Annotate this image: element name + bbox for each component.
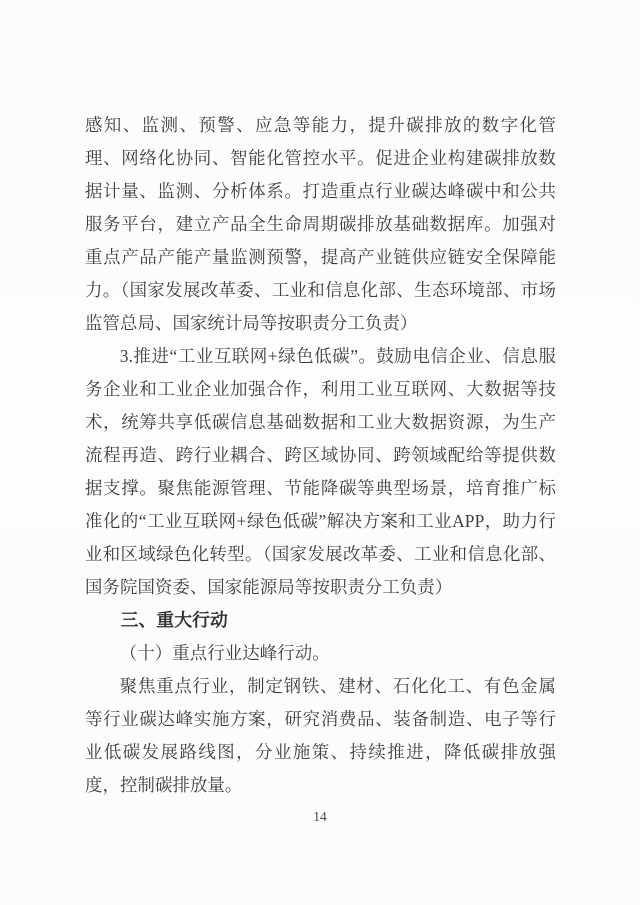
section-heading-major-actions: 三、重大行动 — [120, 610, 228, 630]
paragraph-key-industries-implementation: 聚焦重点行业，制定钢铁、建材、石化化工、有色金属等行业碳达峰实施方案，研究消费品、装备制造、电子等行业低碳发展路线图，分业施策、持续推进，降低碳排放强度，控制碳排放量。 — [85, 676, 556, 795]
paragraph-industrial-internet-green-low-carbon: 3.推进“工业互联网+绿色低碳”。鼓励电信企业、信息服务企业和工业企业加强合作，利用工业互联网、大数据等技术，统筹共享低碳信息基础数据和工业大数据资源，为生产流程再造、跨行业耦合、跨区域协同、跨领域配给等提供数据支撑。聚焦能源管理、节能降碳等典型场景，培育推广标准化的“工业互联网+绿色低碳”解决方案和工业APP，助力行业和区域绿色化转型。（国家发展改革委、工业和信息化部、国务院国资委、国家能源局等按职责分工负责） — [85, 346, 556, 597]
page-number: 14 — [313, 809, 327, 824]
paragraph-carbon-digital-management: 感知、监测、预警、应急等能力，提升碳排放的数字化管理、网络化协同、智能化管控水平。促进企业构建碳排放数据计量、监测、分析体系。打造重点行业碳达峰碳中和公共服务平台，建立产品全生命周期碳排放基础数据库。加强对重点产品产能产量监测预警，提高产业链供应链安全保障能力。（国家发展改革委、工业和信息化部、生态环境部、市场监管总局、国家统计局等按职责分工负责） — [85, 115, 556, 333]
document-body — [85, 109, 556, 802]
subsection-heading-key-industry-peak-action: （十）重点行业达峰行动。 — [119, 643, 330, 663]
